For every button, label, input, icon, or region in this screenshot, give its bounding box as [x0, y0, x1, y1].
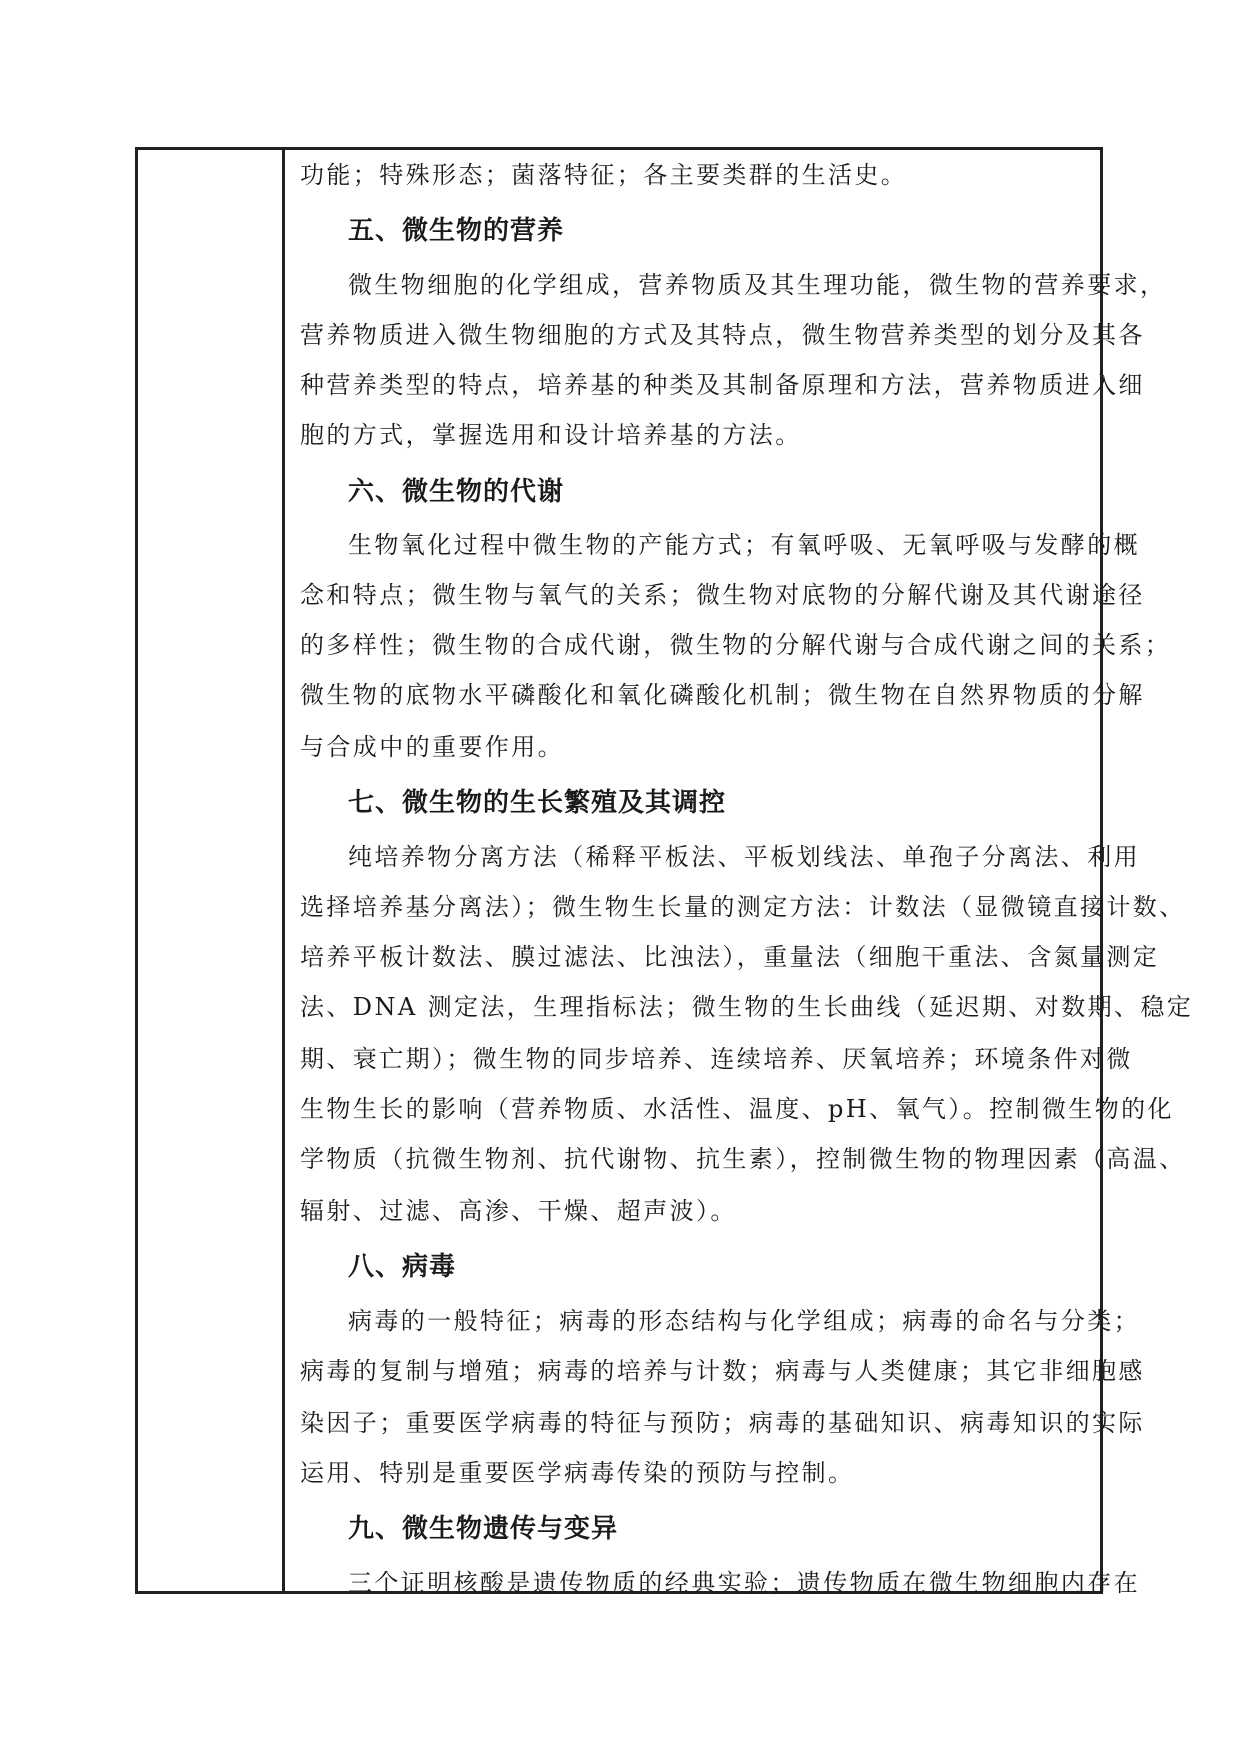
paragraph-line: 期、衰亡期）；微生物的同步培养、连续培养、厌氧培养；环境条件对微: [300, 1045, 1133, 1073]
paragraph-line: 学物质（抗微生物剂、抗代谢物、抗生素），控制微生物的物理因素（高温、: [300, 1145, 1186, 1173]
paragraph-line: 的多样性；微生物的合成代谢，微生物的分解代谢与合成代谢之间的关系；: [300, 631, 1172, 659]
section-heading: 六、微生物的代谢: [348, 477, 565, 507]
paragraph-line: 病毒的复制与增殖；病毒的培养与计数；病毒与人类健康；其它非细胞感: [300, 1357, 1145, 1385]
paragraph-line: 与合成中的重要作用。: [300, 733, 564, 761]
paragraph-line: 微生物的底物水平磷酸化和氧化磷酸化机制；微生物在自然界物质的分解: [300, 681, 1145, 709]
table-left-column-cell: [138, 150, 285, 1591]
paragraph-first-line: 病毒的一般特征；病毒的形态结构与化学组成；病毒的命名与分类；: [348, 1307, 1140, 1335]
paragraph-first-line: 微生物细胞的化学组成，营养物质及其生理功能，微生物的营养要求，: [348, 271, 1167, 299]
paragraph-line: 种营养类型的特点，培养基的种类及其制备原理和方法，营养物质进入细: [300, 371, 1145, 399]
section-heading: 八、病毒: [348, 1252, 457, 1282]
paragraph-line: 选择培养基分离法）；微生物生长量的测定方法：计数法（显微镜直接计数、: [300, 893, 1186, 921]
paragraph-line: 辐射、过滤、高渗、干燥、超声波）。: [300, 1197, 737, 1225]
paragraph-line: 念和特点；微生物与氧气的关系；微生物对底物的分解代谢及其代谢途径: [300, 581, 1145, 609]
content-table: [135, 147, 1194, 1597]
paragraph-line: 功能；特殊形态；菌落特征；各主要类群的生活史。: [300, 161, 908, 189]
paragraph-line: 染因子；重要医学病毒的特征与预防；病毒的基础知识、病毒知识的实际: [300, 1409, 1145, 1437]
paragraph-first-line: 生物氧化过程中微生物的产能方式；有氧呼吸、无氧呼吸与发酵的概: [348, 531, 1140, 559]
section-heading: 七、微生物的生长繁殖及其调控: [348, 788, 727, 818]
paragraph-line: 营养物质进入微生物细胞的方式及其特点，微生物营养类型的划分及其各: [300, 321, 1145, 349]
section-heading: 五、微生物的营养: [348, 216, 565, 246]
paragraph-line: 培养平板计数法、膜过滤法、比浊法），重量法（细胞干重法、含氮量测定: [300, 943, 1160, 971]
section-heading: 九、微生物遗传与变异: [348, 1514, 619, 1544]
paragraph-line: 运用、特别是重要医学病毒传染的预防与控制。: [300, 1459, 855, 1487]
paragraph-first-line: 纯培养物分离方法（稀释平板法、平板划线法、单孢子分离法、利用: [348, 843, 1140, 871]
paragraph-first-line: 三个证明核酸是遗传物质的经典实验；遗传物质在微生物细胞内存在: [348, 1569, 1140, 1597]
paragraph-line: 生物生长的影响（营养物质、水活性、温度、pH、氧气）。控制微生物的化: [300, 1095, 1174, 1123]
table-right-column-cell: [288, 150, 1194, 1597]
paragraph-line: 胞的方式，掌握选用和设计培养基的方法。: [300, 421, 802, 449]
paragraph-line: 法、DNA 测定法，生理指标法；微生物的生长曲线（延迟期、对数期、稳定: [300, 993, 1194, 1021]
